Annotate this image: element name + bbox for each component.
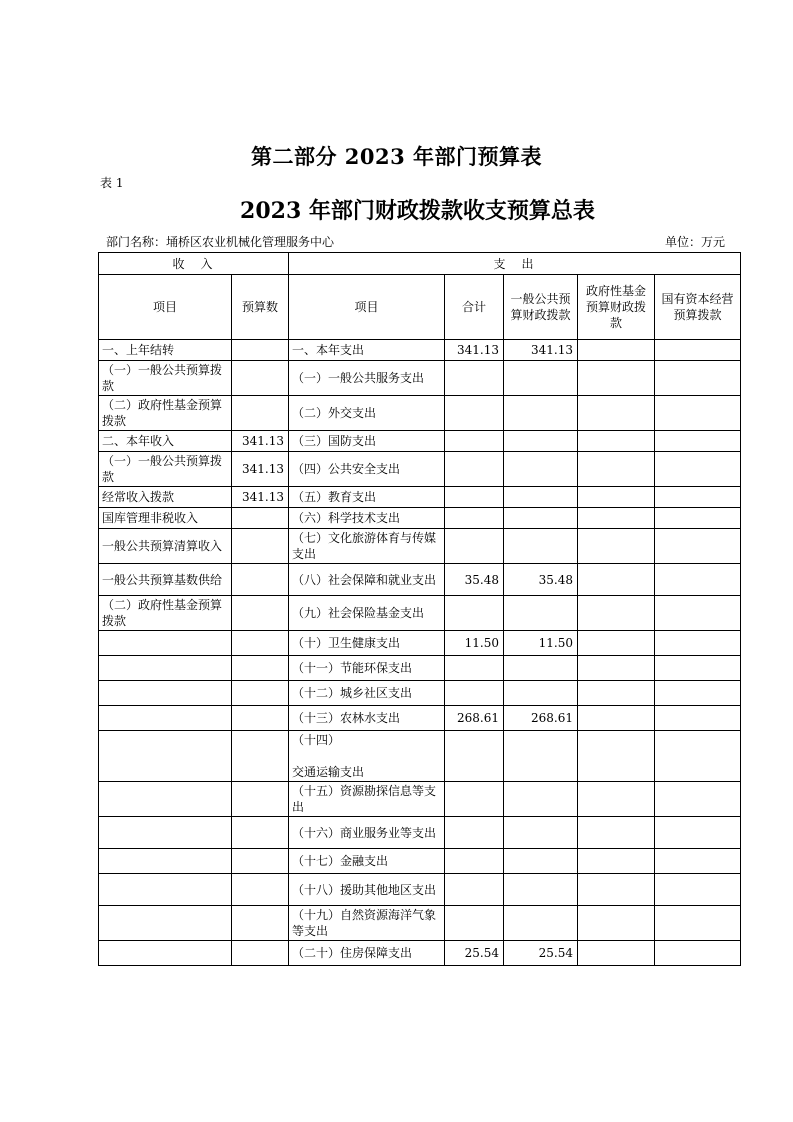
general-public-cell	[504, 817, 578, 849]
state-capital-cell	[655, 508, 741, 529]
income-budget-cell	[232, 529, 289, 564]
state-capital-cell	[655, 452, 741, 487]
gov-fund-cell	[578, 817, 655, 849]
general-public-cell	[504, 849, 578, 874]
general-public-cell	[504, 596, 578, 631]
general-public-cell: 11.50	[504, 631, 578, 656]
table-row	[99, 941, 741, 966]
general-public-cell	[504, 487, 578, 508]
gov-fund-cell	[578, 452, 655, 487]
total-cell	[445, 487, 504, 508]
state-capital-cell	[655, 849, 741, 874]
income-item-cell	[99, 731, 232, 782]
table-row	[99, 529, 741, 564]
income-item-cell	[99, 656, 232, 681]
total-cell	[445, 874, 504, 906]
income-budget-cell	[232, 656, 289, 681]
state-capital-cell	[655, 941, 741, 966]
general-public-cell: 341.13	[504, 340, 578, 361]
income-budget-cell	[232, 508, 289, 529]
gov-fund-cell	[578, 874, 655, 906]
col-total: 合计	[445, 275, 504, 340]
col-gov-fund: 政府性基金预算财政拨款	[578, 275, 655, 340]
expense-item-cell: （二）外交支出	[289, 396, 445, 431]
general-public-cell	[504, 681, 578, 706]
income-item-cell	[99, 681, 232, 706]
income-budget-cell	[232, 396, 289, 431]
expense-item-label: （十四）	[292, 733, 341, 747]
table-row	[99, 874, 741, 906]
income-section-header: 收 入	[99, 253, 289, 275]
income-item-cell	[99, 874, 232, 906]
state-capital-cell	[655, 706, 741, 731]
income-item-cell: 经常收入拨款	[99, 487, 232, 508]
state-capital-cell	[655, 487, 741, 508]
income-item-cell	[99, 849, 232, 874]
state-capital-cell	[655, 431, 741, 452]
income-item-cell	[99, 782, 232, 817]
income-item-cell	[99, 631, 232, 656]
total-cell: 341.13	[445, 340, 504, 361]
table-row	[99, 396, 741, 431]
income-item-cell	[99, 941, 232, 966]
general-public-cell: 35.48	[504, 564, 578, 596]
total-cell	[445, 452, 504, 487]
total-cell: 11.50	[445, 631, 504, 656]
state-capital-cell	[655, 874, 741, 906]
general-public-cell	[504, 452, 578, 487]
table-row	[99, 731, 741, 782]
table-row	[99, 906, 741, 941]
col-income-budget: 预算数	[232, 275, 289, 340]
expense-item-cell: （十二）城乡社区支出	[289, 681, 445, 706]
col-general-public: 一般公共预算财政拨款	[504, 275, 578, 340]
gov-fund-cell	[578, 706, 655, 731]
expense-item-cell: （十八）援助其他地区支出	[289, 874, 445, 906]
expense-item-cell: （四）公共安全支出	[289, 452, 445, 487]
expense-item-cell: （一）一般公共服务支出	[289, 361, 445, 396]
table-row	[99, 340, 741, 361]
income-budget-cell: 341.13	[232, 452, 289, 487]
income-item-cell: 一般公共预算基数供给	[99, 564, 232, 596]
table-number: 表 1	[100, 176, 124, 190]
total-cell	[445, 508, 504, 529]
total-cell	[445, 849, 504, 874]
expense-item-cell: 一、本年支出	[289, 340, 445, 361]
state-capital-cell	[655, 564, 741, 596]
income-item-cell: （二）政府性基金预算拨款	[99, 396, 232, 431]
table-row	[99, 361, 741, 396]
income-budget-cell	[232, 361, 289, 396]
expense-item-cell: （八）社会保障和就业支出	[289, 564, 445, 596]
table-row	[99, 487, 741, 508]
income-item-cell: （二）政府性基金预算拨款	[99, 596, 232, 631]
income-budget-cell: 341.13	[232, 431, 289, 452]
total-cell	[445, 731, 504, 782]
expense-item-cell: （十七）金融支出	[289, 849, 445, 874]
gov-fund-cell	[578, 431, 655, 452]
general-public-cell	[504, 906, 578, 941]
general-public-cell	[504, 361, 578, 396]
income-budget-cell	[232, 941, 289, 966]
gov-fund-cell	[578, 487, 655, 508]
gov-fund-cell	[578, 596, 655, 631]
state-capital-cell	[655, 656, 741, 681]
expense-item-cell: （十一）节能环保支出	[289, 656, 445, 681]
general-public-cell	[504, 656, 578, 681]
expense-item-cell: （六）科学技术支出	[289, 508, 445, 529]
general-public-cell	[504, 874, 578, 906]
total-cell	[445, 396, 504, 431]
state-capital-cell	[655, 396, 741, 431]
table-row	[99, 631, 741, 656]
table-row	[99, 782, 741, 817]
expense-item-cell: （十五）资源勘探信息等支出	[289, 782, 445, 817]
total-cell	[445, 817, 504, 849]
income-budget-cell	[232, 782, 289, 817]
general-public-cell	[504, 431, 578, 452]
income-budget-cell: 341.13	[232, 487, 289, 508]
state-capital-cell	[655, 906, 741, 941]
state-capital-cell	[655, 817, 741, 849]
expense-item-cell: （十六）商业服务业等支出	[289, 817, 445, 849]
total-cell	[445, 906, 504, 941]
expense-item-cell	[289, 731, 445, 782]
general-public-cell	[504, 529, 578, 564]
income-budget-cell	[232, 631, 289, 656]
gov-fund-cell	[578, 656, 655, 681]
table-row	[99, 564, 741, 596]
total-cell	[445, 656, 504, 681]
income-budget-cell	[232, 849, 289, 874]
general-public-cell	[504, 731, 578, 782]
expense-item-cell: （十九）自然资源海洋气象等支出	[289, 906, 445, 941]
table-row	[99, 849, 741, 874]
department-name: 部门名称：埇桥区农业机械化管理服务中心	[106, 235, 335, 249]
income-budget-cell	[232, 874, 289, 906]
table-row	[99, 508, 741, 529]
income-item-cell: 二、本年收入	[99, 431, 232, 452]
table-row	[99, 706, 741, 731]
state-capital-cell	[655, 361, 741, 396]
expense-item-cell: （九）社会保险基金支出	[289, 596, 445, 631]
general-public-cell: 25.54	[504, 941, 578, 966]
state-capital-cell	[655, 340, 741, 361]
income-budget-cell	[232, 596, 289, 631]
gov-fund-cell	[578, 731, 655, 782]
income-item-cell: 国库管理非税收入	[99, 508, 232, 529]
total-cell	[445, 596, 504, 631]
gov-fund-cell	[578, 681, 655, 706]
table-row	[99, 452, 741, 487]
col-state-capital: 国有资本经营预算拨款	[655, 275, 741, 340]
table-row	[99, 681, 741, 706]
expense-item-cell: （五）教育支出	[289, 487, 445, 508]
total-cell	[445, 529, 504, 564]
state-capital-cell	[655, 731, 741, 782]
expense-item-cell: （十三）农林水支出	[289, 706, 445, 731]
unit-label: 单位：万元	[664, 235, 725, 249]
page-title: 2023 年部门财政拨款收支预算总表	[240, 198, 595, 224]
general-public-cell	[504, 508, 578, 529]
income-item-cell: 一般公共预算清算收入	[99, 529, 232, 564]
expense-section-header: 支 出	[289, 253, 741, 275]
general-public-cell	[504, 782, 578, 817]
expense-item-cell: （二十）住房保障支出	[289, 941, 445, 966]
general-public-cell: 268.61	[504, 706, 578, 731]
gov-fund-cell	[578, 906, 655, 941]
state-capital-cell	[655, 631, 741, 656]
expense-item-cell: （三）国防支出	[289, 431, 445, 452]
state-capital-cell	[655, 596, 741, 631]
income-budget-cell	[232, 340, 289, 361]
gov-fund-cell	[578, 340, 655, 361]
table-row	[99, 431, 741, 452]
gov-fund-cell	[578, 941, 655, 966]
income-budget-cell	[232, 564, 289, 596]
table-row	[99, 596, 741, 631]
total-cell: 25.54	[445, 941, 504, 966]
total-cell	[445, 431, 504, 452]
income-budget-cell	[232, 706, 289, 731]
total-cell: 268.61	[445, 706, 504, 731]
gov-fund-cell	[578, 508, 655, 529]
state-capital-cell	[655, 681, 741, 706]
income-item-cell: （一）一般公共预算拨款	[99, 452, 232, 487]
table-row	[99, 817, 741, 849]
gov-fund-cell	[578, 631, 655, 656]
state-capital-cell	[655, 529, 741, 564]
income-item-cell	[99, 817, 232, 849]
income-item-cell	[99, 906, 232, 941]
total-cell: 35.48	[445, 564, 504, 596]
expense-item-cell: （十）卫生健康支出	[289, 631, 445, 656]
state-capital-cell	[655, 782, 741, 817]
general-public-cell	[504, 396, 578, 431]
total-cell	[445, 782, 504, 817]
total-cell	[445, 681, 504, 706]
income-item-cell: 一、上年结转	[99, 340, 232, 361]
expense-item-cell: （七）文化旅游体育与传媒支出	[289, 529, 445, 564]
income-item-cell: （一）一般公共预算拨款	[99, 361, 232, 396]
col-income-item: 项目	[99, 275, 232, 340]
gov-fund-cell	[578, 564, 655, 596]
total-cell	[445, 361, 504, 396]
table-row	[99, 656, 741, 681]
income-item-cell	[99, 706, 232, 731]
income-budget-cell	[232, 681, 289, 706]
gov-fund-cell	[578, 849, 655, 874]
expense-item-label-line2: 交通运输支出	[292, 765, 365, 779]
income-budget-cell	[232, 906, 289, 941]
part-title: 第二部分 2023 年部门预算表	[250, 144, 543, 169]
budget-table	[98, 252, 741, 966]
income-budget-cell	[232, 731, 289, 782]
gov-fund-cell	[578, 529, 655, 564]
col-expense-item: 项目	[289, 275, 445, 340]
gov-fund-cell	[578, 396, 655, 431]
income-budget-cell	[232, 817, 289, 849]
gov-fund-cell	[578, 782, 655, 817]
gov-fund-cell	[578, 361, 655, 396]
